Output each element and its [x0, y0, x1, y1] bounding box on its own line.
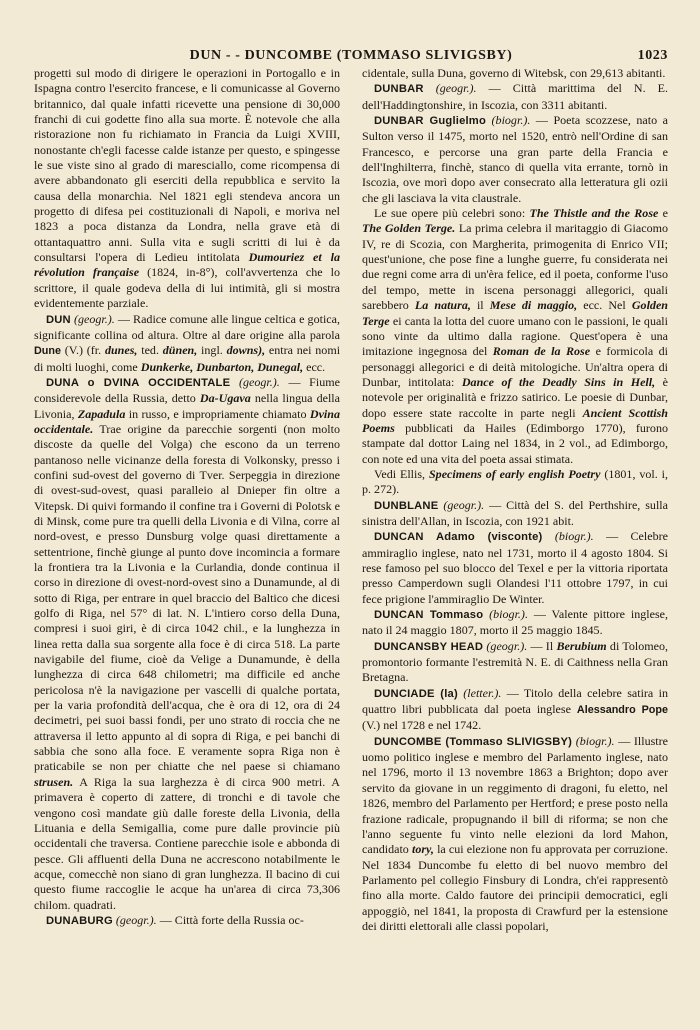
entry-duncansby-head: DUNCANSBY HEAD (geogr.). — Il Berubium di Tolomeo, promontorio formante l'estremità N. E. di Caithness nella Gran Bretagna. — [362, 638, 668, 685]
entry-dunbar: DUNBAR (geogr.). — Città marittima del N. E. dell'Haddingtonshire, in Iscozia, con 3311 abitanti. — [362, 81, 669, 112]
entry-duna: DUNA o DVINA OCCIDENTALE (geogr.). — Fiume considerevole della Russia, detto Da-Ugava nella lingua della Livonia, Zapadula in russo, e impropriamente chiamato Dvina occidentale. Trae origine da parecchie sorgenti (non molto discoste da quelle del Volga) che escono da un terreno pantanoso nelle vicinanze della foresta di Volkonsky, presso i confini sud-ovest del governo di Tver. Serpeggia in direzione di ovest-sud-ovest, quasi paralleio al Dnieper fin oltre a Vitepsk. Di quivi formando il confine tra i Governi di Polotsk e di Minsk, come pure tra quelli della Livonia e di Vilna, corre al nord-ovest, e presso Dunsburg volge quasi direttamente a settentrione, finchè giunge al punto dove incomincia a formare la frontiera tra la Livonia e la Curlandia, donde continua il corso in direzione di ovest-nord-ovest sino a Dunamunde, al di sotto di Riga, per entrare in quel braccio del Baltico che dicesi golfo di Riga, nel 57° di lat. N. L'intiero corso della Duna, compresi i suoi giri, è di circa 1042 chil., e la lunghezza in linea retta dalla sua sorgente alla foce è di circa 518. La parte navigabile del fiume, cioè da Velige a Dunamunde, è della lunghezza di circa 648 chilometri; ma difficile ed anche pericolosa n'è la navigazione per vascelli di qualche portata, per la varia profondità dell'acqua, che è ora di 12, ora di 24 decimetri, pei suoi bassi fondi, per uno strato di roccia che ne attraversa il letto appunto al di sopra di Riga, e pei banchi di sabbia che sono alla foce. E veramente sopra Riga non è praticabile se non per chiatte che nel paese si chiamano strusen. A Riga la sua larghezza è di circa 900 metri. A primavera è coperto di zattere, di tronchi e di tavole che vengono così mandate giù dalle foreste della Livonia, della Lituania e della Semigallia, come pure dalle provincie più occidentali che traversa. Contiene parecchie isole e abbonda di pesce. Gli affluenti della Duna ne accrescono notabilmente le acque, comecchè non siano di gran lunghezza. Il bacino di cui questo fiume raccoglie le acque ha un'area di circa 73,306 chilom. quadrati. — [34, 374, 340, 912]
work-title: Dumouriez et la révolution française — [34, 250, 341, 280]
entry-continuation: progetti sul modo di dirigere le operazioni in Portogallo e in Ispagna contro l'esercito francese, e li comunicasse al Governo britannico, dal quale infatti ricevette una pensione di 30,000 franchi di cui godette fino alla sua morte. È notevole che alla ristorazione non fu richiamato in Francia da Luigi XVIII, nonostante ch'egli facesse calde istanze per questo, e spingesse le sue viste sino al grado di maresciallo, come ricompensa di avere abbandonato gli eserciti della repubblica e servito la causa della monarchia. Nel 1821 egli stendeva ancora un progetto di difesa pei costituzionali di Napoli, e moriva nel 1823 a poca distanza da Londra, nella grave età di ottantaquattro anni. Sulla vita e sugli scritti di lui è da consultarsi l'opera di Ledieu intitolata Dumouriez et la révolution française (1824, in-8°), coll'avvertenza che lo scrittore, il quale godeva della di lui intimità, gli si mostra evidentemente parziale. — [34, 66, 341, 311]
entry-duncombe: DUNCOMBE (Tommaso SLIVIGSBY) (biogr.). — Illustre uomo politico inglese e membro del Parlamento inglese, nato nel 1796, morto il 13 novembre 1863 a Brighton; dopo aver servito da giovane in un reggimento di dragoni, fu eletto, nel 1826, membro del Parlamento per Hertford; e prese posto nella frazione radicale, propugnando il bill di riforma; se non che l'anno seguente fu vinto nelle elezioni da lord Mahon, candidato tory, la cui elezione non fu approvata per corruzione. Nel 1834 Duncombe fu eletto di bel nuovo membro del Parlamento pel collegio Finsbury di Londra, ch'ei rappresentò fino alla morte. Caldo fautore dei principii democratici, egli appoggiò, nel 1841, la proposta di Crawfurd per la estensione dei diritti elettorali alle classi popolari, — [362, 733, 669, 933]
page-header — [34, 30, 668, 63]
cross-reference: Alessandro Pope — [576, 704, 669, 717]
headword: DUNCANSBY HEAD — [374, 640, 484, 653]
headword: DUNBAR — [374, 83, 424, 96]
running-title: DUN - - DUNCOMBE (TOMMASO SLIVIGSBY) — [189, 48, 513, 63]
entry-duncan-tommaso: DUNCAN Tommaso (biogr.). — Valente pittore inglese, nato il 24 maggio 1807, morto il 25 maggio 1845. — [362, 607, 668, 638]
headword: DUNCOMBE (Tommaso SLIVIGSBY) — [374, 735, 573, 748]
headword: DUNBLANE — [374, 499, 439, 512]
entry-duncan-adamo: DUNCAN Adamo (visconte) (biogr.). — Celebre ammiraglio inglese, nato nel 1731, morto il 4 agosto 1804. Si rese famoso pel suo blocco del Texel e per la vittoria riportata presso Camperdown sugli Olandesi l'11 ottobre 1797, in cui fece prigione l'ammiraglio De Winter. — [362, 529, 668, 606]
page-number: 1023 — [637, 48, 668, 63]
entry-dunbar-works: Le sue opere più celebri sono: The Thistle and the Rose e The Golden Terge. La prima celebra il maritaggio di Giacomo IV, re di Scozia, con Margherita, primogenita di Enrico VII; quest'unione, che pose fine a lunghe guerre, fu considerata nei due regni come arra di un'èra felice, ed il poeta, conforme l'uso del tempo, mette in iscena personaggi allegorici, quali sarebbero La natura, il Mese di maggio, ecc. Nel Golden Terge ei canta la lotta del cuore umano con le passioni, le quali sono vinte da ultimo dalla ragione. Quest'opera è una imitazione ingegnosa del Roman de la Rose e formicola di personaggi allegorici e di deità mitologiche. Un'altra opera di Dunbar, intitolata: Dance of the Deadly Sins in Hell, è notevole per originalità e frizzo satirico. Le poesie di Dunbar, dopo essere state raccolte in parte negli Ancient Scottish Poems pubblicati da Hailes (Edimborgo 1770), furono stampate dal dottor Laing nel 1834, in 2 vol., ad Edimborgo, con note ed una vita del poeta assai stimata. — [362, 206, 669, 466]
entry-continuation: cidentale, sulla Duna, governo di Witebsk, con 29,613 abitanti. — [362, 66, 666, 80]
entry-dunblane: DUNBLANE (geogr.). — Città del S. del Perthshire, sulla sinistra dell'Allan, in Iscozia, con 1921 abit. — [362, 497, 668, 528]
entry-dunaburg: DUNABURG (geogr.). — Città forte della Russia oc- — [46, 912, 304, 927]
headword: DUNCAN Adamo (visconte) — [374, 531, 543, 544]
headword: DUNABURG — [46, 914, 113, 927]
left-column — [34, 66, 340, 1030]
headword: DUNCIADE (la) — [374, 687, 458, 700]
right-column — [362, 66, 668, 1030]
entry-dun: DUN (geogr.). — Radice comune alle lingue celtica e gotica, significante collina od altura. Oltre al dare origine alla parola Dune (V.) (fr. dunes, ted. dünen, ingl. downs), entra nei nomi di molti luoghi, come Dunkerke, Dunbarton, Dunegal, ecc. — [34, 311, 341, 374]
headword: DUNBAR Guglielmo — [374, 115, 486, 128]
entry-dunbar-guglielmo: DUNBAR Guglielmo (biogr.). — Poeta scozzese, nato a Sulton verso il 1475, morto nel 1520, entrò nell'Ordine di san Francesco, e percorse una gran parte della Francia e dell'Inghilterra, finchè, stanco di quella vita errante, tornò in Iscozia, ove morì dopo aver consecrato alla letteratura gli ozii che gli lasciava la vita claustrale. — [362, 113, 669, 205]
entry-reference: Vedi Ellis, Specimens of early english Poetry (1801, vol. i, p. 272). — [362, 466, 669, 497]
headword: DUNA o DVINA OCCIDENTALE — [46, 376, 231, 389]
headword: DUNCAN Tommaso — [374, 609, 484, 622]
headword: DUN — [46, 313, 71, 326]
text-columns — [34, 66, 668, 1030]
cross-reference: Dune — [34, 345, 61, 358]
entry-dunciade: DUNCIADE (la) (letter.). — Titolo della celebre satira in quattro libri pubblicata dal poeta inglese Alessandro Pope (V.) nel 1728 e nel 1742. — [362, 685, 669, 733]
